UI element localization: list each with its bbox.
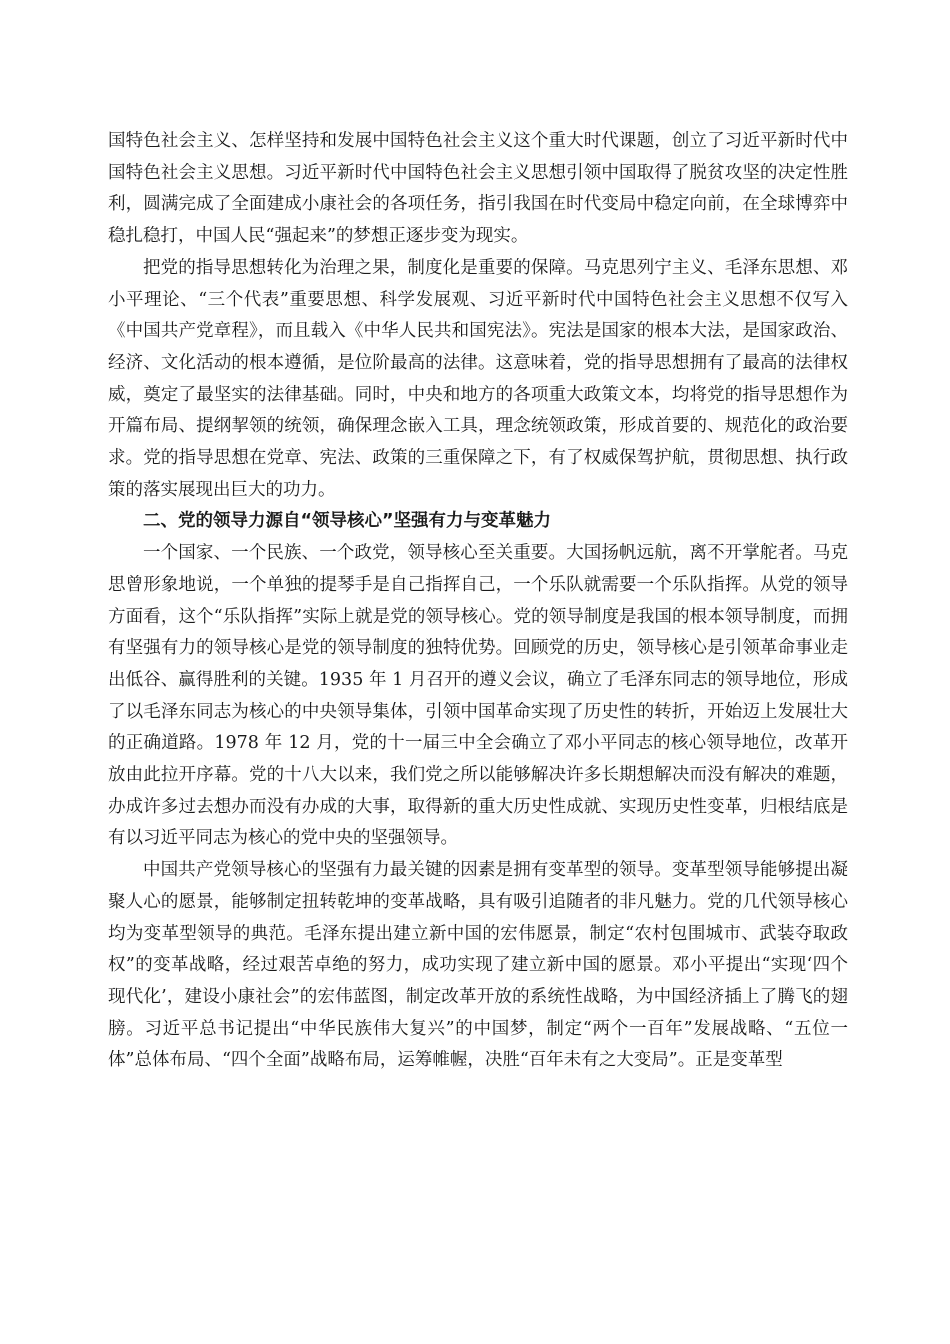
section-heading: 二、党的领导力源自“领导核心”坚强有力与变革魅力 bbox=[143, 511, 552, 532]
paragraph-leadership-core: 一个国家、一个民族、一个政党，领导核心至关重要。大国扬帆远航，离不开掌舵者。马克思曾形象地说，一个单独的提琴手是自己指挥自己，一个乐队就需要一个乐队指挥。从党的领导方面看，这个“乐队指挥”实际上就是党的领导核心。党的领导制度是我国的根本领导制度，而拥有坚强有力的领导核心是党的领导制度的独特优势。回顾党的历史，领导核心是引领革命事业走出低谷、赢得胜利的关键。1935 年 1 月召开的遵义会议，确立了毛泽东同志的领导地位，形成了以毛泽东同志为核心的中央领导集体，引领中国革命实现了历史性的转折，开始迈上发展壮大的正确道路。1978 年 12 月，党的十一届三中全会确立了邓小平同志的核心领导地位，改革开放由此拉开序幕。党的十八大以来，我们党之所以能够解决许多长期想解决而没有解决的难题，办成许多过去想办而没有办成的大事，取得新的重大历史性成就、实现历史性变革，归根结底是有以习近平同志为核心的党中央的坚强领导。 bbox=[108, 543, 848, 849]
document-page bbox=[108, 126, 848, 1077]
paragraph-continuation: 国特色社会主义、怎样坚持和发展中国特色社会主义这个重大时代课题，创立了习近平新时代中国特色社会主义思想。习近平新时代中国特色社会主义思想引领中国取得了脱贫攻坚的决定性胜利，圆满完成了全面建成小康社会的各项任务，指引我国在时代变局中稳定向前，在全球博弈中稳扎稳打，中国人民“强起来”的梦想正逐步变为现实。 bbox=[108, 131, 848, 247]
paragraph-transformational-leadership: 中国共产党领导核心的坚强有力最关键的因素是拥有变革型的领导。变革型领导能够提出凝聚人心的愿景，能够制定扭转乾坤的变革战略，具有吸引追随者的非凡魅力。党的几代领导核心均为变革型领导的典范。毛泽东提出建立新中国的宏伟愿景，制定“农村包围城市、武装夺取政权”的变革战略，经过艰苦卓绝的努力，成功实现了建立新中国的愿景。邓小平提出“实现‘四个现代化’，建设小康社会”的宏伟蓝图，制定改革开放的系统性战略，为中国经济插上了腾飞的翅膀。习近平总书记提出“中华民族伟大复兴”的中国梦，制定“两个一百年”发展战略、“五位一体”总体布局、“四个全面”战略布局，运筹帷幄，决胜“百年未有之大变局”。正是变革型 bbox=[108, 860, 848, 1071]
paragraph-institutionalization: 把党的指导思想转化为治理之果，制度化是重要的保障。马克思列宁主义、毛泽东思想、邓小平理论、“三个代表”重要思想、科学发展观、习近平新时代中国特色社会主义思想不仅写入《中国共产党章程》，而且载入《中华人民共和国宪法》。宪法是国家的根本大法，是国家政治、经济、文化活动的根本遵循，是位阶最高的法律。这意味着，党的指导思想拥有了最高的法律权威，奠定了最坚实的法律基础。同时，中央和地方的各项重大政策文本，均将党的指导思想作为开篇布局、提纲挈领的统领，确保理念嵌入工具，理念统领政策，形成首要的、规范化的政治要求。党的指导思想在党章、宪法、政策的三重保障之下，有了权威保驾护航，贯彻思想、执行政策的落实展现出巨大的功力。 bbox=[108, 257, 848, 500]
